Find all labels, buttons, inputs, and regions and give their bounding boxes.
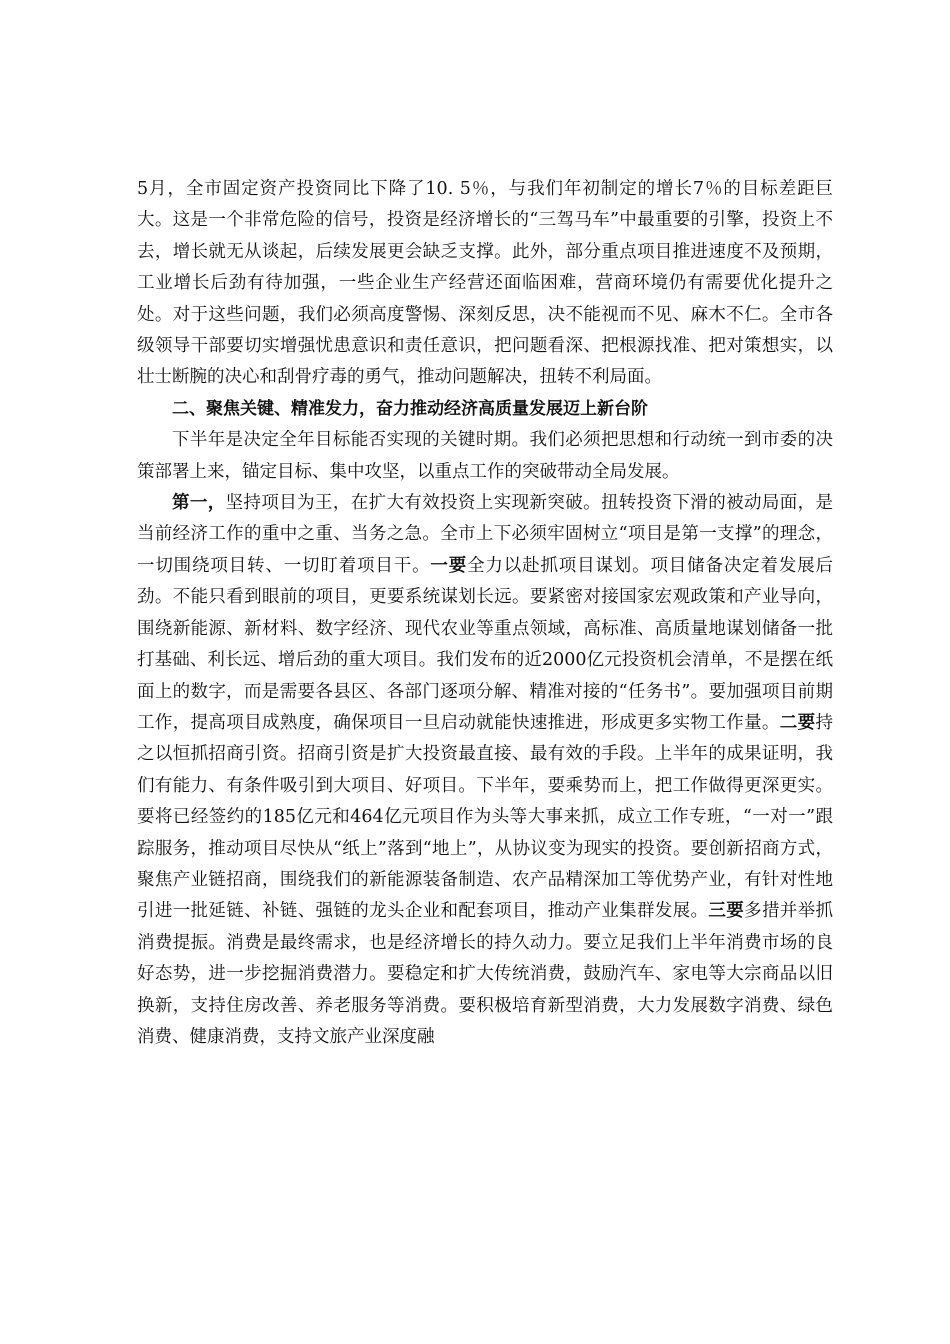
lead-phrase: 二要 [779, 712, 816, 733]
body-paragraph: 下半年是决定全年目标能否实现的关键时期。我们必须把思想和行动统一到市委的决策部署上来，锚定目标、集中攻坚，以重点工作的突破带动全局发展。 [137, 430, 833, 482]
lead-phrase: 一要 [430, 555, 468, 576]
paragraph-text: 多措并举抓消费提振。消费是最终需求，也是经济增长的持久动力。要立足我们上半年消费市场的良好态势，进一步挖掘消费潜力。要稳定和扩大传统消费，鼓励汽车、家电等大宗商品以旧换新，支持住房改善、养老服务等消费。要积极培育新型消费，大力发展数字消费、绿色消费、健康消费，支持文旅产业深度融 [137, 901, 834, 1047]
lead-phrase: 三要 [708, 901, 745, 922]
paragraph-text: 全力以赴抓项目谋划。项目储备决定着发展后劲。不能只看到眼前的项目，更要系统谋划长远。要紧密对接国家宏观政策和产业导向，围绕新能源、新材料、数字经济、现代农业等重点领域，高标准、高质量地谋划储备一批打基础、利长远、增后劲的重大项目。我们发布的近2000亿元投资机会清单，不是摆在纸面上的数字，而是需要各县区、各部门逐项分解、精准对接的“任务书”。要加强项目前期工作，提高项目成熟度，确保项目一旦启动就能快速推进，形成更多实物工作量。 [137, 555, 834, 733]
lead-phrase: 第一， [172, 493, 226, 514]
body-paragraph: 5月，全市固定资产投资同比下降了10. 5％，与我们年初制定的增长7％的目标差距巨大。这是一个非常危险的信号，投资是经济增长的“三驾马车”中最重要的引擎，投资上不去，增长就无从谈起，后续发展更会缺乏支撑。此外，部分重点项目推进速度不及预期，工业增长后劲有待加强，一些企业生产经营还面临困难，营商环境仍有需要优化提升之处。对于这些问题，我们必须高度警惕、深刻反思，决不能视而不见、麻木不仁。全市各级领导干部要切实增强忧患意识和责任意识，把问题看深、把根源找准、把对策想实，以壮士断腕的决心和刮骨疗毒的勇气，推动问题解决，扭转不利局面。 [137, 179, 833, 388]
section-heading: 二、聚焦关键、精准发力，奋力推动经济高质量发展迈上新台阶 [172, 398, 648, 419]
paragraph-text: 持之以恒抓招商引资。招商引资是扩大投资最直接、最有效的手段。上半年的成果证明，我们有能力、有条件吸引到大项目、好项目。下半年，要乘势而上，把工作做得更深更实。要将已经签约的185亿元和464亿元项目作为头等大事来抓，成立工作专班，“一对一”跟踪服务，推动项目尽快从“纸上”落到“地上”，从协议变为现实的投资。要创新招商方式，聚焦产业链招商，围绕我们的新能源装备制造、农产品精深加工等优势产业，有针对性地引进一批延链、补链、强链的龙头企业和配套项目，推动产业集群发展。 [137, 712, 834, 922]
paragraph-text: 坚持项目为王，在扩大有效投资上实现新突破。扭转投资下滑的被动局面，是当前经济工作的重中之重、当务之急。全市上下必须牢固树立“项目是第一支撑”的理念，一切围绕项目转、一切盯着项目干。 [137, 493, 833, 576]
document-page [137, 174, 833, 1053]
body-paragraph [137, 488, 833, 1053]
